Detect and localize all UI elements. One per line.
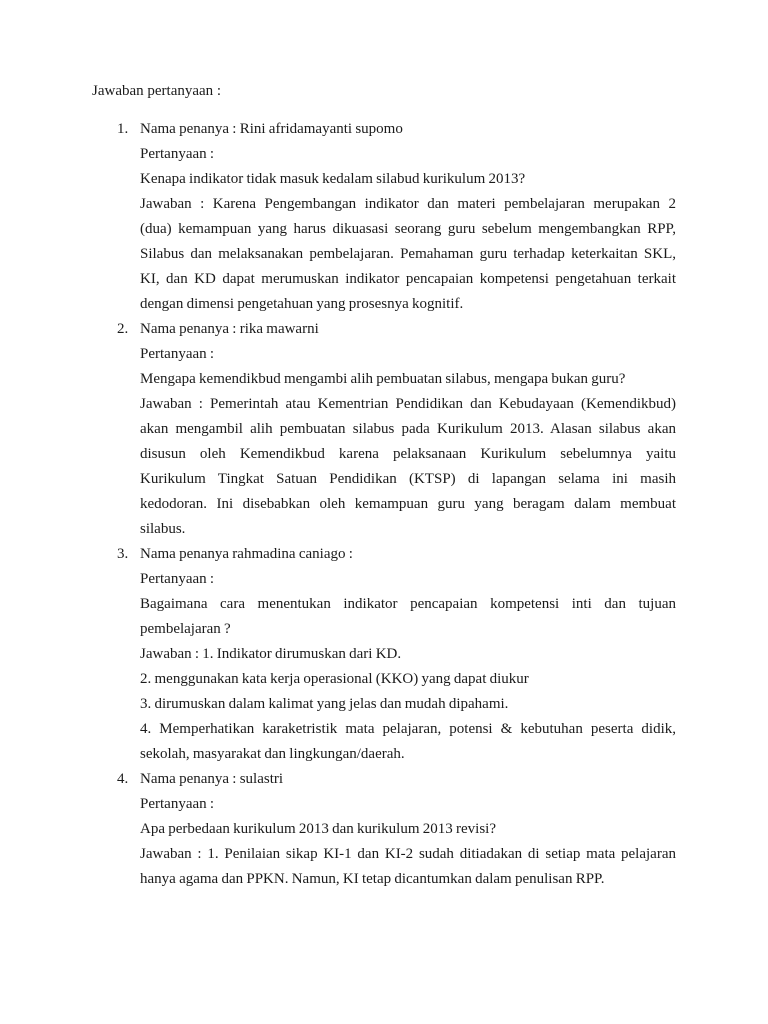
document-line: hanya agama dan PPKN. Namun, KI tetap dicantumkan dalam penulisan RPP. (140, 871, 605, 887)
list-item-lines (140, 542, 676, 767)
document-line: Silabus dan melaksanakan pembelajaran. Pemahaman guru terhadap keterkaitan SKL, (140, 246, 676, 262)
document-line: disusun oleh Kemendikbud karena pelaksanaan Kurikulum sebelumnya yaitu (140, 446, 676, 462)
document-line: Apa perbedaan kurikulum 2013 dan kurikulum 2013 revisi? (140, 821, 497, 837)
document-line: 2. menggunakan kata kerja operasional (KKO) yang dapat diukur (140, 671, 529, 687)
document-line: sekolah, masyarakat dan lingkungan/daerah. (140, 746, 405, 762)
list-item (117, 117, 676, 317)
list-item-lines (140, 117, 676, 317)
document-line: Jawaban : 1. Indikator dirumuskan dari KD. (140, 646, 402, 662)
document-line: Kurikulum Tingkat Satuan Pendidikan (KTSP) di lapangan selama ini masih (140, 471, 676, 487)
document-line: Nama penanya : sulastri (140, 771, 284, 787)
document-line: Pertanyaan : (140, 796, 215, 812)
list-item-lines (140, 317, 676, 542)
document-line: Pertanyaan : (140, 571, 215, 587)
list-item-lines (140, 767, 676, 892)
document-line: akan mengambil alih pembuatan silabus pada Kurikulum 2013. Alasan silabus akan (140, 421, 676, 437)
document-line: 3. dirumuskan dalam kalimat yang jelas dan mudah dipahami. (140, 696, 509, 712)
document-line: Jawaban : Karena Pengembangan indikator dan materi pembelajaran merupakan 2 (140, 196, 676, 212)
document-line: Pertanyaan : (140, 146, 215, 162)
document-line: 4. Memperhatikan karaketristik mata pelajaran, potensi & kebutuhan peserta didik, (140, 721, 676, 737)
qa-list (117, 117, 676, 892)
document-line: KI, dan KD dapat merumuskan indikator pencapaian kompetensi pengetahuan terkait (140, 271, 676, 287)
list-item (117, 317, 676, 542)
list-item (117, 767, 676, 892)
list-item-number: 4. (117, 771, 129, 787)
list-item-number: 3. (117, 546, 129, 562)
document-heading: Jawaban pertanyaan : (92, 83, 222, 99)
document-line: Nama penanya rahmadina caniago : (140, 546, 353, 562)
document-line: Nama penanya : Rini afridamayanti supomo (140, 121, 403, 137)
document-line: Kenapa indikator tidak masuk kedalam silabud kurikulum 2013? (140, 171, 526, 187)
document-line: Jawaban : 1. Penilaian sikap KI-1 dan KI-2 sudah ditiadakan di setiap mata pelajaran (140, 846, 676, 862)
document-line: Mengapa kemendikbud mengambi alih pembuatan silabus, mengapa bukan guru? (140, 371, 626, 387)
list-item (117, 542, 676, 767)
document-line: Pertanyaan : (140, 346, 215, 362)
document-line: silabus. (140, 521, 186, 537)
document-line: dengan dimensi pengetahuan yang prosesnya kognitif. (140, 296, 464, 312)
document-line: Jawaban : Pemerintah atau Kementrian Pendidikan dan Kebudayaan (Kemendikbud) (140, 396, 676, 412)
document-line: (dua) kemampuan yang harus dikuasasi seorang guru sebelum mengembangkan RPP, (140, 221, 676, 237)
list-item-number: 2. (117, 321, 129, 337)
document-line: kedodoran. Ini disebabkan oleh kemampuan guru yang beragam dalam membuat (140, 496, 676, 512)
list-item-number: 1. (117, 121, 129, 137)
document-line: Nama penanya : rika mawarni (140, 321, 319, 337)
document-line: Bagaimana cara menentukan indikator pencapaian kompetensi inti dan tujuan (140, 596, 676, 612)
document-line: pembelajaran ? (140, 621, 231, 637)
